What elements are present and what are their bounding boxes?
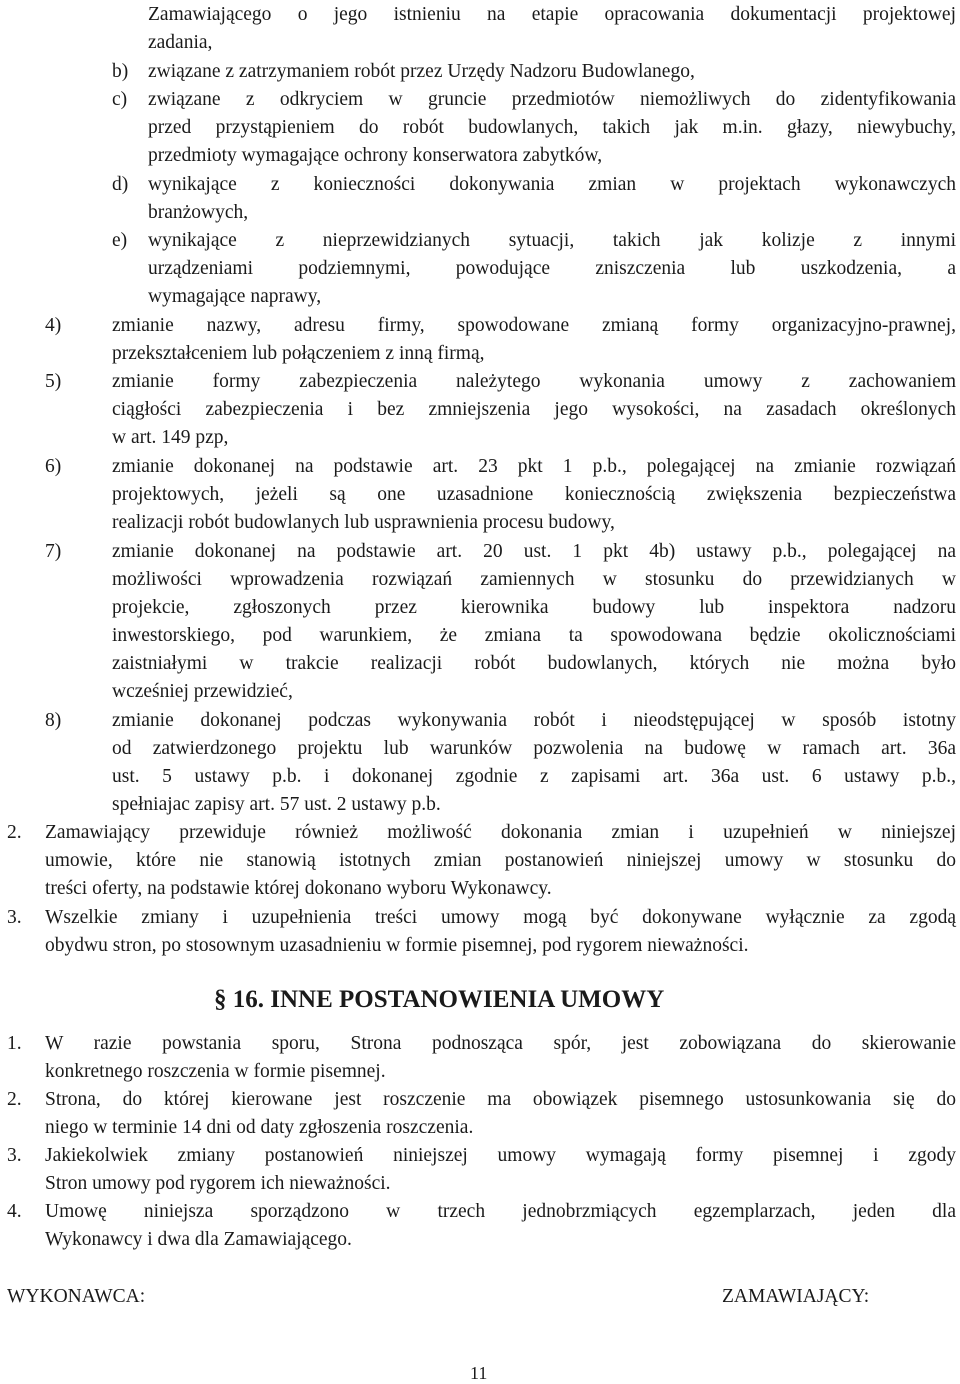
item-line: możliwości wprowadzenia rozwiązań zamiennych w stosunku do przewidzianych w bbox=[112, 569, 956, 590]
item-line: związane z zatrzymaniem robót przez Urzędy Nadzoru Budowlanego, bbox=[148, 61, 695, 82]
item-line: zaistniałymi w trakcie realizacji robót budowlanych, których nie można było bbox=[112, 653, 956, 674]
item-line: branżowych, bbox=[148, 202, 249, 223]
item-line: zmianie dokonanej na podstawie art. 23 pkt 1 p.b., polegającej na zmianie rozwiązań bbox=[112, 456, 956, 477]
point-marker: 3. bbox=[7, 907, 22, 928]
section-heading: § 16. INNE POSTANOWIENIA UMOWY bbox=[214, 986, 665, 1013]
item-line: przed przystąpieniem do robót budowlanych, takich jak m.in. głazy, niewybuchy, bbox=[148, 117, 956, 138]
point-marker: 1. bbox=[7, 1033, 22, 1054]
continuation-line: Zamawiającego o jego istnieniu na etapie opracowania dokumentacji projektowej bbox=[148, 4, 956, 25]
item-line: w art. 149 pzp, bbox=[112, 427, 229, 448]
item-line: wcześniej przewidzieć, bbox=[112, 681, 293, 702]
continuation-line: zadania, bbox=[148, 32, 213, 53]
point-line: Strona, do której kierowane jest roszczenie ma obowiązek pisemnego ustosunkowania się do bbox=[45, 1089, 956, 1110]
point-line: Umowę niniejsza sporządzono w trzech jednobrzmiących egzemplarzach, jeden dla bbox=[45, 1201, 956, 1222]
item-line: ust. 5 ustawy p.b. i dokonanej zgodnie z zapisami art. 36a ust. 6 ustawy p.b., bbox=[112, 766, 956, 787]
point-line: W razie powstania sporu, Strona podnosząca spór, jest zobowiązana do skierowanie bbox=[45, 1033, 956, 1054]
point-line: Zamawiający przewiduje również możliwość dokonania zmian i uzupełnień w niniejszej bbox=[45, 822, 956, 843]
item-marker: 7) bbox=[45, 541, 62, 562]
point-line: Wszelkie zmiany i uzupełnienia treści umowy mogą być dokonywane wyłącznie za zgodą bbox=[45, 907, 956, 928]
signature-label-employer: ZAMAWIAJĄCY: bbox=[722, 1286, 870, 1307]
point-line: konkretnego roszczenia w formie pisemnej. bbox=[45, 1061, 386, 1082]
item-marker: 4) bbox=[45, 315, 62, 336]
item-line: wynikające z konieczności dokonywania zmian w projektach wykonawczych bbox=[148, 174, 956, 195]
item-line: zmianie formy zabezpieczenia należytego wykonania umowy z zachowaniem bbox=[112, 371, 956, 392]
item-line: wynikające z nieprzewidzianych sytuacji, takich jak kolizje z innymi bbox=[148, 230, 956, 251]
item-line: przekształceniem lub połączeniem z inną firmą, bbox=[112, 343, 485, 364]
item-line: od zatwierdzonego projektu lub warunków pozwolenia na budowę w ramach art. 36a bbox=[112, 738, 956, 759]
item-line: realizacji robót budowlanych lub usprawnienia procesu budowy, bbox=[112, 512, 615, 533]
item-line: projekcie, zgłoszonych przez kierownika budowy lub inspektora nadzoru bbox=[112, 597, 956, 618]
point-marker: 2. bbox=[7, 1089, 22, 1110]
item-line: spełniajac zapisy art. 57 ust. 2 ustawy p.b. bbox=[112, 794, 441, 815]
point-line: Wykonawcy i dwa dla Zamawiającego. bbox=[45, 1229, 352, 1250]
item-line: ciągłości zabezpieczenia i bez zmniejszenia jego wysokości, na zasadach określonych bbox=[112, 399, 956, 420]
item-marker: e) bbox=[112, 230, 128, 251]
item-marker: d) bbox=[112, 174, 129, 195]
item-line: projektowych, jeżeli są one uzasadnione koniecznością zwiększenia bezpieczeństwa bbox=[112, 484, 956, 505]
point-line: Stron umowy pod rygorem ich nieważności. bbox=[45, 1173, 391, 1194]
item-line: wymagające naprawy, bbox=[148, 286, 322, 307]
point-line: obydwu stron, po stosownym uzasadnieniu w formie pisemnej, pod rygorem nieważności. bbox=[45, 935, 749, 956]
item-line: zmianie dokonanej na podstawie art. 20 ust. 1 pkt 4b) ustawy p.b., polegającej na bbox=[112, 541, 956, 562]
page-number: 11 bbox=[470, 1363, 488, 1383]
item-line: zmianie nazwy, adresu firmy, spowodowane zmianą formy organizacyjno-prawnej, bbox=[112, 315, 956, 336]
item-marker: 5) bbox=[45, 371, 62, 392]
item-line: przedmioty wymagające ochrony konserwatora zabytków, bbox=[148, 145, 603, 166]
item-marker: 6) bbox=[45, 456, 62, 477]
item-marker: c) bbox=[112, 89, 128, 110]
item-marker: b) bbox=[112, 61, 129, 82]
point-line: treści oferty, na podstawie której dokonano wyboru Wykonawcy. bbox=[45, 878, 552, 899]
point-line: umowie, które nie stanowią istotnych zmian postanowień niniejszej umowy w stosunku do bbox=[45, 850, 956, 871]
point-marker: 4. bbox=[7, 1201, 22, 1222]
point-marker: 2. bbox=[7, 822, 22, 843]
signature-label-contractor: WYKONAWCA: bbox=[7, 1286, 146, 1307]
point-line: Jakiekolwiek zmiany postanowień niniejszej umowy wymagają formy pisemnej i zgody bbox=[45, 1145, 956, 1166]
item-line: związane z odkryciem w gruncie przedmiotów niemożliwych do zidentyfikowania bbox=[148, 89, 956, 110]
point-marker: 3. bbox=[7, 1145, 22, 1166]
item-line: inwestorskiego, pod warunkiem, że zmiana ta spowodowana będzie okolicznościami bbox=[112, 625, 956, 646]
item-line: urządzeniami podziemnymi, powodujące zniszczenia lub uszkodzenia, a bbox=[148, 258, 956, 279]
item-marker: 8) bbox=[45, 710, 62, 731]
point-line: niego w terminie 14 dni od daty zgłoszenia roszczenia. bbox=[45, 1117, 474, 1138]
item-line: zmianie dokonanej podczas wykonywania robót i nieodstępującej w sposób istotny bbox=[112, 710, 956, 731]
